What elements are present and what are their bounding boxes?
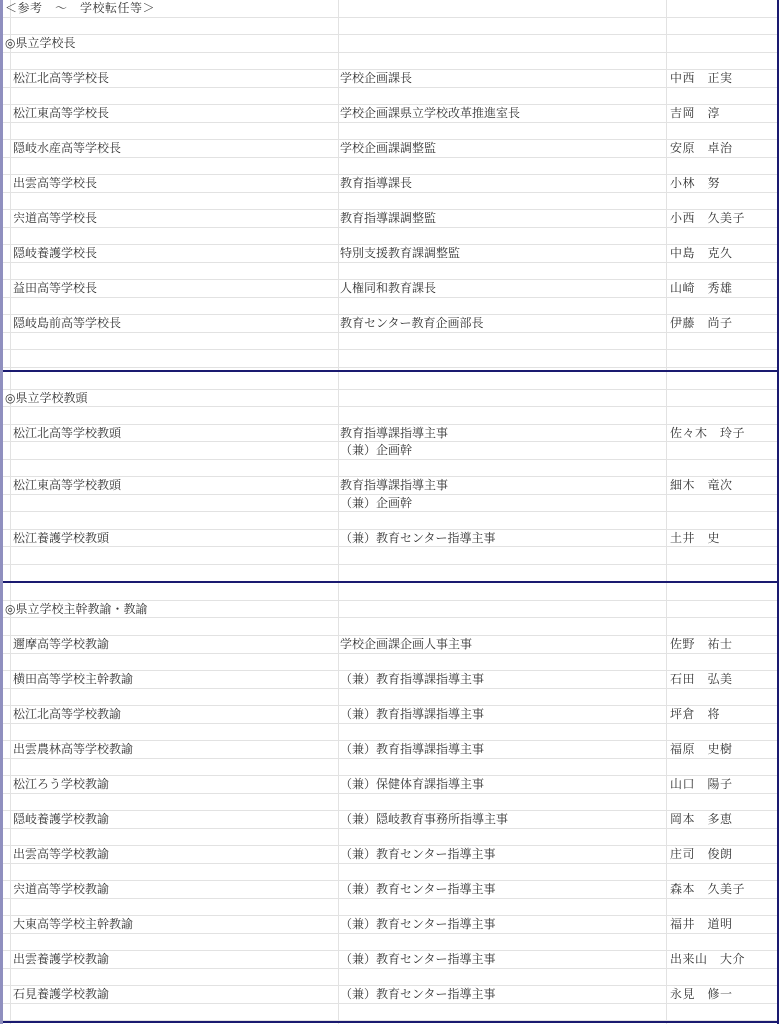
blank-row[interactable] (3, 512, 777, 530)
to-position: （兼）教育センター指導主事 (340, 847, 496, 861)
person-name: 中島 克久 (670, 246, 733, 260)
table-row[interactable] (3, 425, 777, 443)
table-row[interactable] (3, 245, 777, 263)
from-position: 松江北高等学校教頭 (13, 425, 122, 440)
from-position: 宍道高等学校教諭 (13, 882, 110, 896)
blank-row[interactable] (3, 1004, 777, 1022)
person-name: 佐野 祐士 (670, 637, 733, 651)
to-position: （兼）教育センター指導主事 (340, 917, 496, 931)
person-name: 伊藤 尚子 (670, 316, 733, 330)
from-position: 横田高等学校主幹教諭 (13, 672, 134, 686)
to-position: 特別支援教育課調整監 (340, 246, 461, 260)
table-row[interactable] (3, 846, 777, 864)
person-name: 細木 竜次 (670, 478, 733, 492)
from-position: 松江東高等学校教頭 (13, 478, 122, 492)
blank-row[interactable] (3, 53, 777, 71)
from-position: 松江北高等学校長 (13, 71, 110, 85)
from-position: 出雲高等学校教諭 (13, 847, 110, 861)
table-row[interactable] (3, 70, 777, 88)
from-position: 出雲高等学校長 (13, 176, 98, 190)
person-name: 山崎 秀雄 (670, 281, 733, 295)
blank-row[interactable] (3, 689, 777, 707)
from-position: 松江養護学校教頭 (13, 530, 110, 545)
from-position: 松江東高等学校長 (13, 106, 110, 120)
to-position: （兼）教育センター指導主事 (340, 952, 496, 966)
blank-row[interactable] (3, 759, 777, 777)
table-row[interactable] (3, 986, 777, 1004)
table-row[interactable] (3, 530, 777, 548)
title-row[interactable] (3, 0, 777, 18)
from-position: 大東高等学校主幹教諭 (13, 917, 134, 931)
person-name: 佐々木 玲子 (670, 425, 746, 440)
table-row[interactable] (3, 671, 777, 689)
from-position: 隠岐水産高等学校長 (13, 141, 122, 155)
blank-row[interactable] (3, 864, 777, 882)
blank-row[interactable] (3, 724, 777, 742)
blank-row[interactable] (3, 228, 777, 246)
to-position-concurrent: （兼）企画幹 (340, 443, 413, 457)
blank-row[interactable] (3, 583, 777, 601)
table-row[interactable] (3, 105, 777, 123)
table-row[interactable] (3, 811, 777, 829)
blank-row[interactable] (3, 123, 777, 141)
table-row[interactable] (3, 706, 777, 724)
section-heading-row[interactable] (3, 35, 777, 53)
to-position: 教育指導課指導主事 (340, 425, 449, 440)
blank-row[interactable] (3, 350, 777, 368)
table-row[interactable] (3, 636, 777, 654)
blank-row[interactable] (3, 829, 777, 847)
table-row[interactable] (3, 916, 777, 934)
section-heading: ◎県立学校長 (5, 36, 76, 50)
person-name: 永見 修一 (670, 987, 733, 1001)
blank-row[interactable] (3, 654, 777, 672)
person-name: 小西 久美子 (670, 211, 746, 225)
blank-row[interactable] (3, 899, 777, 917)
to-position: 学校企画課県立学校改革推進室長 (340, 106, 521, 120)
to-position-concurrent: （兼）企画幹 (340, 495, 413, 510)
to-position: 教育指導課指導主事 (340, 478, 449, 492)
table-row[interactable] (3, 175, 777, 193)
person-name: 福原 史樹 (670, 742, 733, 756)
blank-row[interactable] (3, 407, 777, 425)
person-name: 安原 卓治 (670, 141, 733, 155)
section-heading: ◎県立学校主幹教諭・教諭 (5, 601, 148, 616)
blank-row[interactable] (3, 969, 777, 987)
person-name: 出来山 大介 (670, 952, 746, 966)
blank-row[interactable] (3, 263, 777, 281)
table-row-continuation[interactable] (3, 442, 777, 460)
to-position: （兼）教育指導課指導主事 (340, 707, 485, 721)
to-position: 学校企画課調整監 (340, 141, 437, 155)
table-row[interactable] (3, 210, 777, 228)
blank-row[interactable] (3, 934, 777, 952)
blank-row[interactable] (3, 88, 777, 106)
from-position: 宍道高等学校長 (13, 211, 98, 225)
to-position: （兼）教育センター指導主事 (340, 530, 496, 545)
person-name: 中西 正実 (670, 71, 733, 85)
blank-row[interactable] (3, 794, 777, 812)
person-name: 土井 史 (670, 530, 721, 545)
person-name: 小林 努 (670, 176, 721, 190)
section-heading: ◎県立学校教頭 (5, 390, 88, 405)
from-position: 邇摩高等学校教諭 (13, 637, 110, 651)
blank-row[interactable] (3, 564, 777, 582)
to-position: 教育指導課長 (340, 176, 413, 190)
table-row[interactable] (3, 315, 777, 333)
person-name: 石田 弘美 (670, 672, 733, 686)
to-position: 学校企画課企画人事主事 (340, 637, 473, 651)
page-title: ＜参考 ～ 学校転任等＞ (5, 1, 156, 15)
blank-row[interactable] (3, 460, 777, 478)
to-position: 教育センター教育企画部長 (340, 316, 484, 330)
blank-row[interactable] (3, 618, 777, 636)
to-position: 教育指導課調整監 (340, 211, 437, 225)
section-heading-row[interactable] (3, 601, 777, 619)
blank-row[interactable] (3, 372, 777, 390)
section-divider (3, 1021, 777, 1023)
to-position: （兼）教育センター指導主事 (340, 882, 496, 896)
table-row[interactable] (3, 951, 777, 969)
person-name: 福井 道明 (670, 917, 733, 931)
blank-row[interactable] (3, 158, 777, 176)
to-position: （兼）教育指導課指導主事 (340, 672, 485, 686)
table-row-continuation[interactable] (3, 495, 777, 513)
to-position: 学校企画課長 (340, 71, 413, 85)
from-position: 隠岐養護学校長 (13, 246, 98, 260)
from-position: 石見養護学校教諭 (13, 987, 110, 1001)
person-name: 坪倉 将 (670, 707, 721, 721)
blank-row[interactable] (3, 298, 777, 316)
from-position: 松江北高等学校教諭 (13, 707, 122, 721)
blank-row[interactable] (3, 193, 777, 211)
table-row[interactable] (3, 776, 777, 794)
to-position: （兼）教育指導課指導主事 (340, 742, 485, 756)
from-position: 出雲養護学校教諭 (13, 952, 110, 966)
section-heading-row[interactable] (3, 390, 777, 408)
table-row[interactable] (3, 741, 777, 759)
blank-row[interactable] (3, 333, 777, 351)
to-position: （兼）保健体育課指導主事 (340, 777, 485, 791)
from-position: 隠岐島前高等学校長 (13, 316, 122, 330)
person-name: 吉岡 淳 (670, 106, 721, 120)
from-position: 松江ろう学校教諭 (13, 777, 110, 791)
from-position: 出雲農林高等学校教諭 (13, 742, 134, 756)
table-row[interactable] (3, 477, 777, 495)
table-row[interactable] (3, 140, 777, 158)
from-position: 隠岐養護学校教諭 (13, 812, 110, 826)
to-position: （兼）隠岐教育事務所指導主事 (340, 812, 509, 826)
to-position: 人権同和教育課長 (340, 281, 437, 295)
table-row[interactable] (3, 881, 777, 899)
blank-row[interactable] (3, 547, 777, 565)
table-row[interactable] (3, 280, 777, 298)
from-position: 益田高等学校長 (13, 281, 98, 295)
to-position: （兼）教育センター指導主事 (340, 987, 496, 1001)
blank-row[interactable] (3, 18, 777, 36)
person-name: 岡本 多恵 (670, 812, 733, 826)
right-border (777, 0, 779, 1024)
person-name: 山口 陽子 (670, 777, 733, 791)
person-name: 森本 久美子 (670, 882, 746, 896)
person-name: 庄司 俊朗 (670, 847, 733, 861)
